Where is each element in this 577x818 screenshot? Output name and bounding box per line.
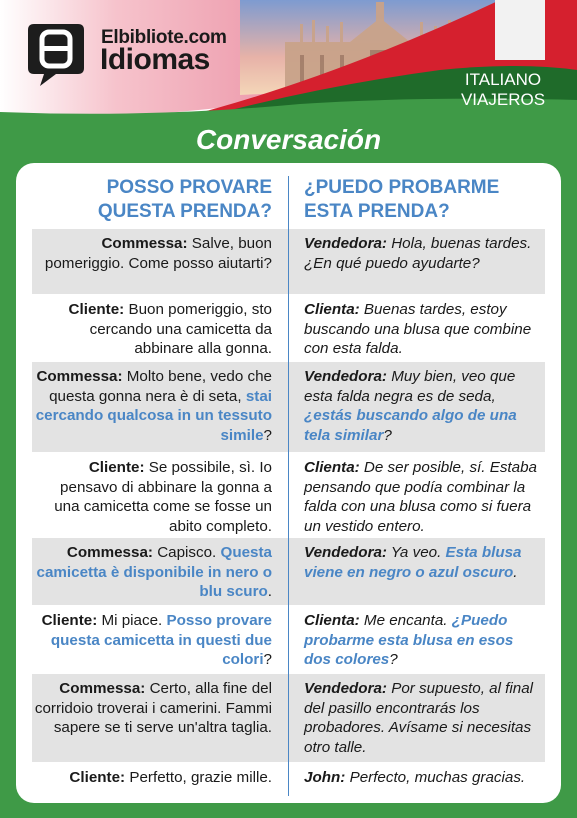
brand-name: Idiomas bbox=[100, 43, 210, 76]
highlighted-phrase: ¿estás buscando algo de una tela similar bbox=[304, 407, 517, 444]
italian-column-title: POSSO PROVARE QUESTA PRENDA? bbox=[97, 177, 272, 222]
speaker-label: Vendedora: bbox=[304, 235, 387, 252]
speaker-label: John: bbox=[304, 769, 346, 786]
highlighted-phrase: stai cercando qualcosa in un tessuto simile bbox=[35, 387, 272, 444]
spanish-line bbox=[304, 367, 540, 445]
speaker-label: Clienta: bbox=[304, 459, 360, 476]
speaker-label: Cliente: bbox=[68, 301, 125, 318]
line-ending: ? bbox=[263, 651, 272, 668]
speaker-label: Vendedora: bbox=[304, 544, 387, 561]
line-text: Por supuesto, al final del pasillo encontrarás los probadores. Avísame si necesitas otro talle. bbox=[304, 680, 534, 756]
italian-line bbox=[32, 367, 272, 445]
highlighted-phrase: Esta blusa viene en negro o azul oscuro bbox=[304, 544, 522, 581]
italian-line bbox=[32, 768, 272, 788]
speaker-label: Vendedora: bbox=[304, 680, 387, 697]
speaker-label: Cliente: bbox=[88, 459, 145, 476]
line-text: Salve, buon pomeriggio. Come posso aiutarti? bbox=[44, 235, 272, 272]
spanish-line bbox=[304, 611, 540, 670]
line-text: Certo, alla fine del corridoio troverai i camerini. Fammi sapere se ti serve un'altra taglia. bbox=[34, 680, 272, 736]
italian-line bbox=[32, 300, 272, 359]
line-text: Capisco. bbox=[152, 544, 221, 561]
brand-site-name: Elbibliote.com bbox=[101, 27, 227, 48]
speaker-label: Commessa: bbox=[36, 368, 123, 385]
spanish-column-title: ¿PUEDO PROBARME ESTA PRENDA? bbox=[304, 177, 500, 222]
line-text: De ser posible, sí. Estaba pensando que podía combinar la falda con una blusa como si fuera un vestido entero. bbox=[304, 459, 537, 535]
header-banner bbox=[0, 0, 577, 118]
highlighted-phrase: ¿Puedo probarme esta blusa en esos dos colores bbox=[304, 612, 514, 668]
line-text: Hola, buenas tardes. ¿En qué puedo ayudarte? bbox=[304, 235, 532, 272]
line-text: Muy bien, veo que esta falda negra es de seda, bbox=[304, 368, 516, 405]
language-label: ITALIANO bbox=[464, 70, 542, 89]
italian-line bbox=[32, 679, 272, 738]
highlighted-phrase: Questa camicetta è disponibile in nero o blu scuro bbox=[36, 544, 272, 600]
spanish-line bbox=[304, 234, 540, 273]
line-text: Buon pomeriggio, sto cercando una camicetta da abbinare alla gonna. bbox=[89, 301, 272, 357]
spanish-line bbox=[304, 458, 540, 536]
column-divider bbox=[288, 176, 289, 796]
spanish-line bbox=[304, 543, 540, 582]
speaker-label: Clienta: bbox=[304, 612, 360, 629]
speaker-label: Cliente: bbox=[41, 612, 98, 629]
spanish-line bbox=[304, 300, 540, 359]
italian-line bbox=[32, 543, 272, 602]
speaker-label: Vendedora: bbox=[304, 368, 387, 385]
line-text: Mi piace. bbox=[97, 612, 167, 629]
italian-line bbox=[32, 458, 272, 536]
line-ending: . bbox=[267, 583, 272, 600]
spanish-line bbox=[304, 679, 540, 757]
speaker-label: Clienta: bbox=[304, 301, 360, 318]
line-ending: ? bbox=[383, 426, 392, 444]
line-ending: ? bbox=[389, 651, 398, 668]
italian-line bbox=[32, 234, 272, 273]
italian-line bbox=[32, 611, 272, 670]
category-label: VIAJEROS bbox=[460, 90, 546, 109]
brand-logo bbox=[26, 22, 86, 82]
speaker-label: Commessa: bbox=[101, 235, 188, 252]
line-text: Perfecto, muchas gracias. bbox=[345, 769, 526, 786]
language-tag bbox=[448, 70, 558, 110]
highlighted-phrase: Posso provare questa camicetta in questi due colori bbox=[50, 612, 272, 668]
spanish-line bbox=[304, 768, 540, 788]
line-text: Se possibile, sì. Io pensavo di abbinare la gonna a una camicetta come se fosse un abito completo. bbox=[54, 459, 272, 535]
line-text: Perfetto, grazie mille. bbox=[125, 769, 272, 786]
section-title: Conversación bbox=[195, 124, 382, 155]
speaker-label: Commessa: bbox=[66, 544, 153, 561]
line-ending: ? bbox=[263, 426, 272, 444]
speech-bubble-logo-icon bbox=[26, 22, 86, 88]
line-text: Ya veo. bbox=[386, 544, 446, 561]
line-ending: . bbox=[513, 563, 518, 581]
line-text: Molto bene, vedo che questa gonna nera è di seta, bbox=[49, 368, 272, 405]
line-text: Me encanta. bbox=[359, 612, 452, 629]
line-text: Buenas tardes, estoy buscando una blusa que combine con esta falda. bbox=[304, 301, 532, 357]
speaker-label: Commessa: bbox=[59, 680, 146, 697]
speaker-label: Cliente: bbox=[69, 769, 126, 786]
